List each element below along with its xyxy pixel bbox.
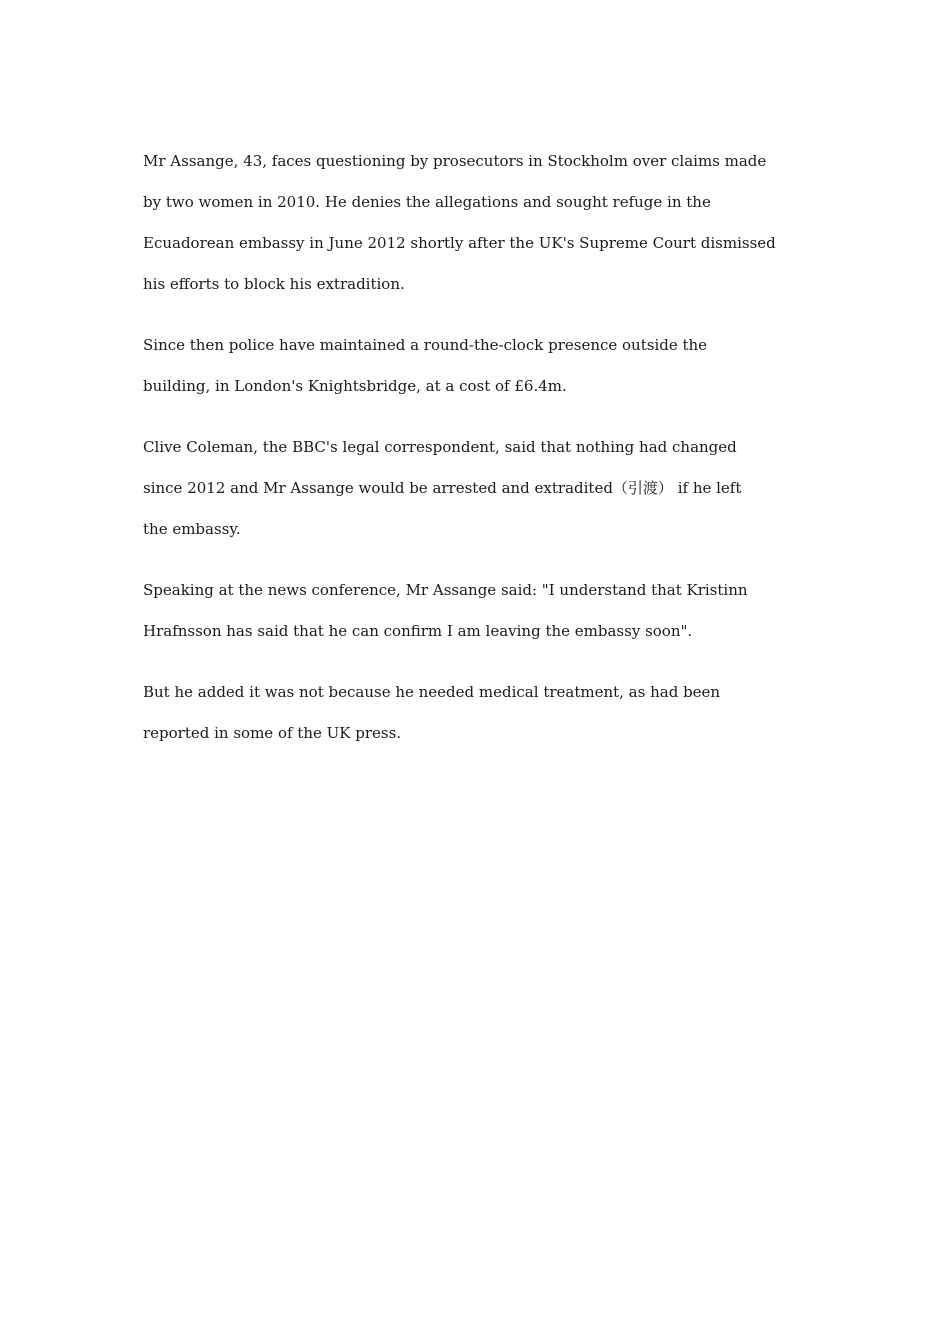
text-line: Speaking at the news conference, Mr Assange said: "I understand that Kristinn <box>143 581 748 599</box>
text-line: Mr Assange, 43, faces questioning by prosecutors in Stockholm over claims made <box>143 152 767 170</box>
text-line: Ecuadorean embassy in June 2012 shortly after the UK's Supreme Court dismissed <box>143 234 776 252</box>
text-line: Hrafnsson has said that he can confirm I am leaving the embassy soon". <box>143 622 693 640</box>
text-line: reported in some of the UK press. <box>143 724 402 742</box>
paragraph-2 <box>143 325 823 407</box>
paragraph-3 <box>143 427 823 550</box>
article-body <box>143 141 823 754</box>
text-line: the embassy. <box>143 520 241 538</box>
paragraph-5 <box>143 672 823 754</box>
text-line: by two women in 2010. He denies the allegations and sought refuge in the <box>143 193 711 211</box>
paragraph-1 <box>143 141 823 305</box>
text-line: Since then police have maintained a round-the-clock presence outside the <box>143 336 708 354</box>
text-line: But he added it was not because he needed medical treatment, as had been <box>143 683 721 701</box>
text-line: building, in London's Knightsbridge, at a cost of £6.4m. <box>143 377 567 395</box>
text-line: since 2012 and Mr Assange would be arrested and extradited（引渡） if he left <box>143 479 742 497</box>
text-line: his efforts to block his extradition. <box>143 275 405 293</box>
paragraph-4 <box>143 570 823 652</box>
text-line: Clive Coleman, the BBC's legal correspondent, said that nothing had changed <box>143 438 737 456</box>
